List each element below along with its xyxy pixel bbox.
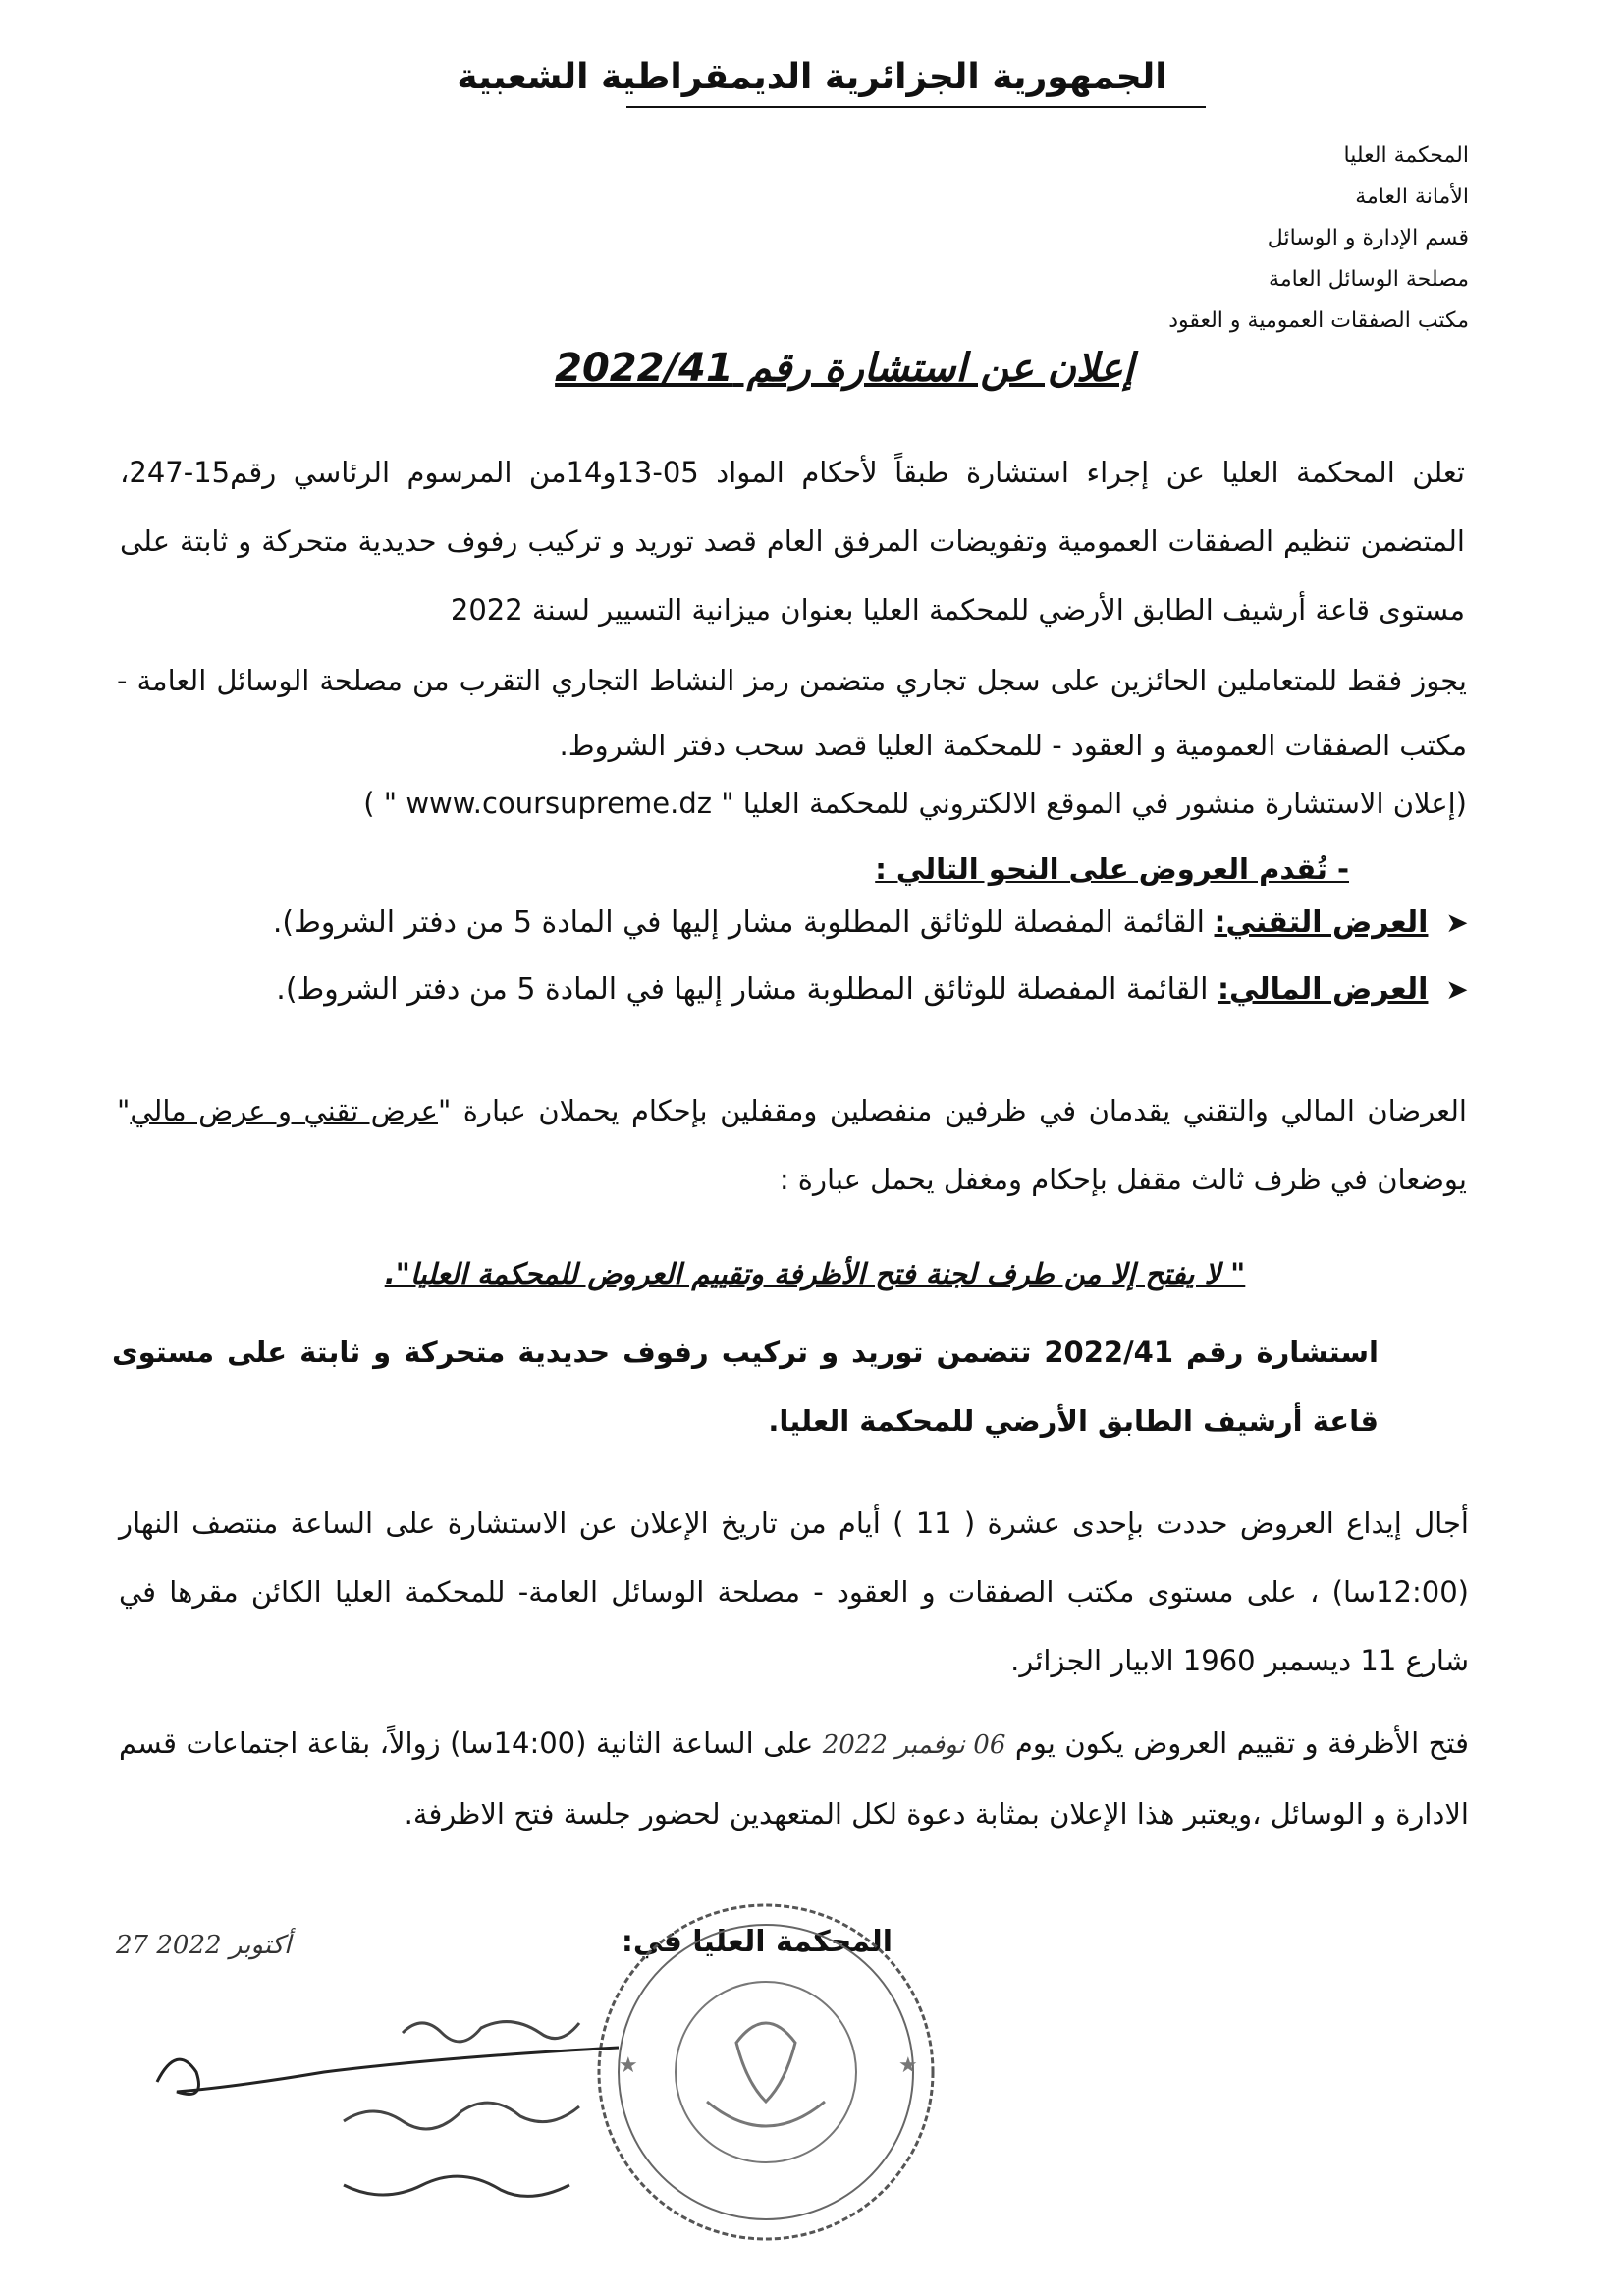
svg-text:★: ★ <box>619 2053 638 2078</box>
opening-text-start: فتح الأظرفة و تقييم العروض يكون يوم <box>1014 1726 1470 1760</box>
republic-header: الجمهورية الجزائرية الديمقراطية الشعبية <box>457 57 1167 97</box>
opening-text-end: على الساعة الثانية (14:00سا) زوالاً، بقاعة اجتماعات قسم الادارة و الوسائل ،ويعتبر هذا الإعلان بمثابة دعوة لكل المتعهدين لحضور جلسة فتح الاظرفة. <box>119 1726 1469 1831</box>
website-notice: (إعلان الاستشارة منشور في الموقع الالكتروني للمحكمة العليا " www.coursupreme.dz " ) <box>363 787 1467 820</box>
bullet-financial-offer <box>122 972 1477 1007</box>
institution-header <box>958 136 1469 342</box>
bullet-label: العرض التقني: <box>1214 905 1429 940</box>
envelope-text-underlined: عرض تقني و عرض مالي <box>130 1094 438 1127</box>
republic-underline <box>626 106 1206 108</box>
institution-line: قسم الإدارة و الوسائل <box>1267 226 1469 250</box>
bullet-label: العرض المالي: <box>1217 972 1429 1007</box>
envelope-label-note: " لا يفتح إلا من طرف لجنة فتح الأظرفة وتقييم العروض للمحكمة العليا". <box>384 1257 1246 1290</box>
bullet-text: القائمة المفصلة للوثائق المطلوبة مشار إليها في المادة 5 من دفتر الشروط). <box>272 905 1205 940</box>
envelope-paragraph <box>117 1076 1467 1214</box>
handwritten-signature-icon <box>147 2003 658 2239</box>
institution-line: المحكمة العليا <box>1343 143 1469 168</box>
bullet-text: القائمة المفصلة للوثائق المطلوبة مشار إليها في المادة 5 من دفتر الشروط). <box>276 972 1209 1007</box>
intro-paragraph: تعلن المحكمة العليا عن إجراء استشارة طبقاً لأحكام المواد 05-13و14من المرسوم الرئاسي رقم15-247، المتضمن تنظيم الصفقات العمومية وتفويضات المرفق العام قصد توريد و تركيب رفوف حديدية متحركة و ثابتة على مستوى قاعة أرشيف الطابق الأرضي للمحكمة العليا بعنوان ميزانية التسيير لسنة 2022 <box>120 456 1465 627</box>
institution-line: مكتب الصفقات العمومية و العقود <box>1168 308 1469 333</box>
institution-line: الأمانة العامة <box>1355 185 1469 209</box>
deadline-paragraph: أجال إيداع العروض حددت بإحدى عشرة ( 11 ) أيام من تاريخ الإعلان عن الاستشارة على الساعة منتصف النهار (12:00سا) ، على مستوى مكتب الصفقات و العقود - مصلحة الوسائل العامة- للمحكمة العليا الكائن مقرها في شارع 11 ديسمبر 1960 الابيار الجزائر. <box>119 1506 1469 1677</box>
envelope-text-end: " يوضعان في ظرف ثالث مقفل بإحكام ومغفل يحمل عبارة : <box>117 1094 1467 1196</box>
institution-line: مصلحة الوسائل العامة <box>1269 267 1469 292</box>
signature-place: المحكمة العليا في: <box>621 1925 893 1959</box>
arrow-bullet-icon: ➤ <box>1445 906 1469 939</box>
consultation-subject: استشارة رقم 2022/41 تتضمن توريد و تركيب رفوف حديدية متحركة و ثابتة على مستوى قاعة أرشيف الطابق الأرضي للمحكمة العليا. <box>112 1336 1379 1438</box>
opening-date-handwritten: 06 نوفمبر 2022 <box>822 1730 1006 1760</box>
announcement-title: إعلان عن استشارة رقم 2022/41 <box>555 346 1134 391</box>
offers-heading: - تُقدم العروض على النحو التالي : <box>875 852 1349 886</box>
opening-paragraph <box>119 1709 1469 1848</box>
signature-date-handwritten: 27 أكتوبر 2022 <box>116 1931 292 1960</box>
bullet-technical-offer <box>122 905 1477 940</box>
svg-text:★: ★ <box>898 2053 918 2078</box>
envelope-text-start: العرضان المالي والتقني يقدمان في ظرفين منفصلين ومقفلين بإحكام يحملان عبارة " <box>437 1094 1467 1127</box>
eligibility-paragraph: يجوز فقط للمتعاملين الحائزين على سجل تجاري متضمن رمز النشاط التجاري التقرب من مصلحة الوسائل العامة - مكتب الصفقات العمومية و العقود - للمحكمة العليا قصد سحب دفتر الشروط. <box>117 664 1467 762</box>
arrow-bullet-icon: ➤ <box>1445 973 1469 1006</box>
